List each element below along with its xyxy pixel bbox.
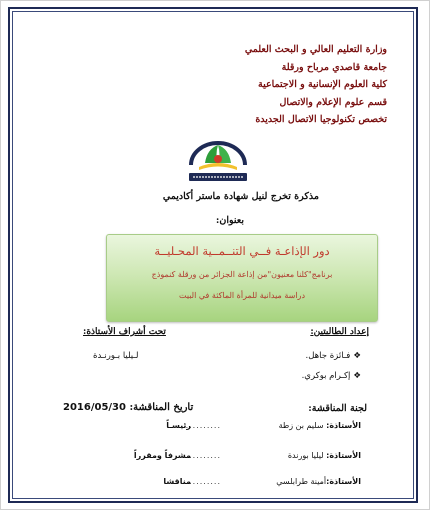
thesis-title: دور الإذاعـة فــي التنــمــية المحـليــة [154, 244, 330, 258]
jury-name: سليم بن زطة [278, 421, 324, 430]
jury-member-row [81, 451, 361, 465]
diamond-bullet-icon: ❖ [353, 351, 361, 361]
jury-title: الأستاذة: [326, 421, 361, 430]
dotted-leader: .......... [185, 421, 221, 430]
jury-title: الأستاذة: [326, 451, 361, 460]
ministry-line: وزارة التعليم العالي و البحث العلمي [244, 44, 387, 55]
date-label: تاريخ المناقشة: [129, 402, 194, 413]
university-logo [185, 135, 251, 185]
supervisor-label: تحت أشراف الأستاذة: [83, 327, 166, 337]
logo-book [199, 163, 237, 170]
jury-member-row [81, 477, 361, 491]
jury-title: الأستاذة: [326, 477, 361, 486]
specialty-line: تخصص تكنولوجيا الاتصال الجديدة [255, 114, 387, 125]
supervisor-name: لـيليا بـورنـدة [93, 351, 139, 361]
university-line: جامعة قاصدي مرباح ورقلة [281, 61, 387, 73]
thesis-title-line2: برنامج"كلنا معنيون"من إذاعة الجزائر من ورقلة كنموذج [151, 270, 333, 279]
students-label: إعداد الطالبتين: [310, 327, 369, 337]
date-value: 2016/05/30 [63, 402, 126, 413]
diamond-bullet-icon: ❖ [353, 371, 361, 381]
jury-member-row [81, 421, 361, 435]
committee-label: لجنة المناقشة: [308, 403, 367, 414]
department-line: قسم علوم الإعلام والاتصال [279, 96, 387, 108]
discussion-date [63, 402, 193, 413]
thesis-title-line3: دراسة ميدانية للمرأة الماكثة في البيت [178, 291, 305, 300]
title-banner [106, 234, 378, 322]
institution-header [87, 41, 387, 129]
dotted-leader: .......... [185, 451, 221, 460]
jury-name: أمينة طرابلسي [276, 477, 327, 486]
jury-role: رئيسـاً [166, 421, 191, 430]
faculty-line: كلية العلوم الإنسانية و الاجتماعية [258, 79, 387, 90]
jury-name: ليليا بورندة [287, 451, 324, 460]
dotted-leader: .......... [185, 477, 221, 486]
jury-list [81, 421, 361, 491]
title-label: بعنوان: [215, 215, 244, 226]
student-name-2: ❖إكـرام بوكري. [301, 371, 361, 381]
student-name-1: ❖فـائزة جاهل. [305, 351, 361, 361]
jury-role: مناقشا [163, 477, 191, 486]
thesis-subtitle: مذكرة تخرج لنيل شهادة ماستر أكاديمي [162, 191, 319, 202]
logo-sun [214, 155, 222, 163]
jury-role: مشرفاً ومقرراً [133, 451, 191, 460]
